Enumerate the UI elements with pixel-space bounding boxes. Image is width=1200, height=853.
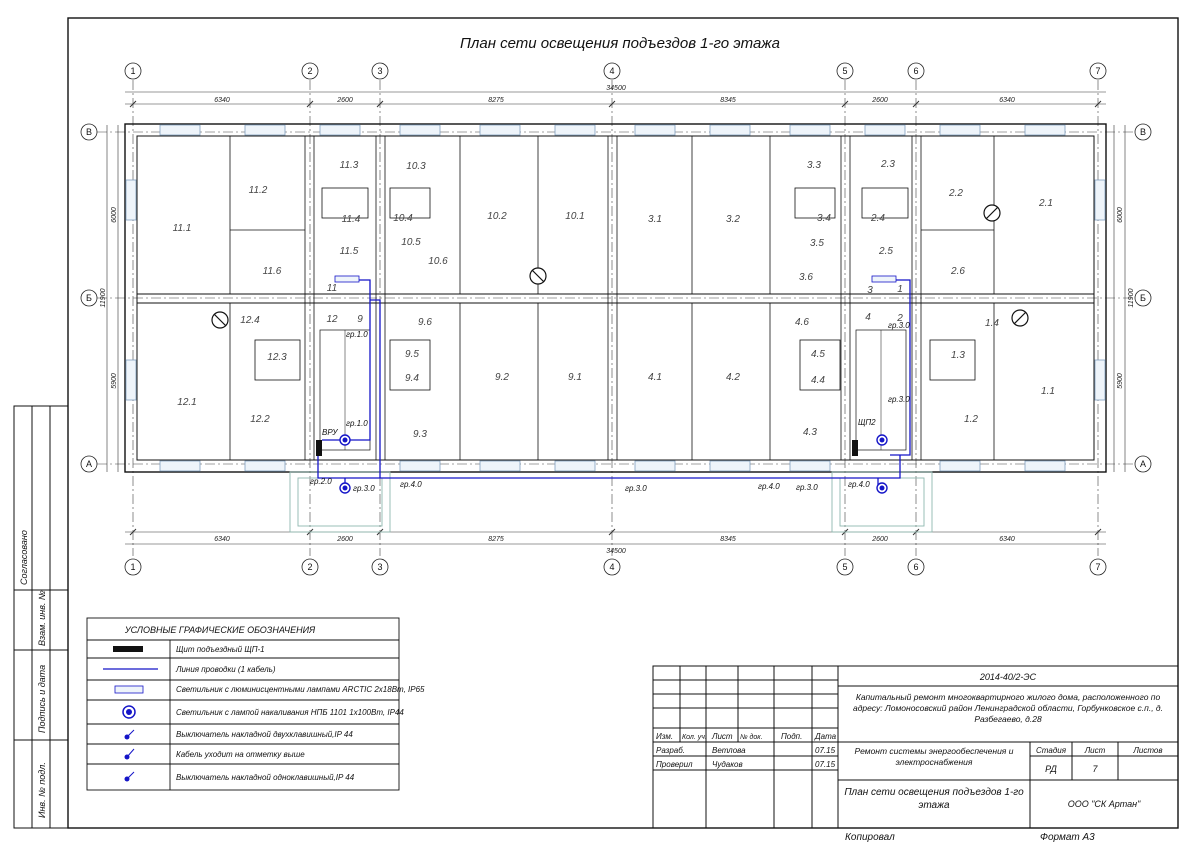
room-label: 3.2 (726, 214, 740, 225)
dim-top: 6340 (214, 97, 230, 104)
axis-label-top: 6 (913, 66, 919, 76)
plan-title: План сети освещения подъездов 1-го этажа (460, 35, 780, 52)
dim-bottom: 6340 (214, 536, 230, 543)
axis-label-bottom: 7 (1095, 562, 1101, 572)
dim-bottom: 8275 (488, 536, 504, 543)
circuit-label: гр.3.0 (625, 484, 647, 493)
axis-label-left: Б (86, 293, 92, 303)
sign-date: 07.15 (815, 760, 836, 769)
legend-item: Светильник с лампой накаливания НПБ 1101 1x100Вт, IP44 (176, 708, 404, 717)
section-title: Ремонт системы энергообеспечения и электроснабжения (854, 746, 1014, 767)
room-label: 4.4 (811, 375, 825, 386)
room-label: 9.2 (495, 372, 509, 383)
room-label: 11.4 (341, 214, 361, 225)
person-name: Чудаков (712, 760, 743, 769)
axis-label-bottom: 6 (913, 562, 919, 572)
room-label: 4.5 (811, 349, 825, 360)
axis-label-top: 7 (1095, 66, 1101, 76)
copied-label: Копировал (845, 832, 895, 843)
dim-bottom: 8345 (720, 536, 736, 543)
room-label: 9 (357, 314, 363, 325)
role-label: Разраб. (656, 746, 685, 755)
dim-side-total: 11900 (1128, 288, 1135, 308)
circuit-label: гр.4.0 (758, 482, 780, 491)
axis-label-bottom: 2 (307, 562, 313, 572)
room-label: 9.5 (405, 349, 419, 360)
room-label: 10.3 (406, 161, 426, 172)
room-label: 11.6 (262, 266, 282, 277)
room-label: 10.4 (393, 213, 413, 224)
axis-label-top: 3 (377, 66, 383, 76)
format-label: Формат А3 (1040, 832, 1095, 843)
room-label: 9.3 (413, 429, 427, 440)
sign-date: 07.15 (815, 746, 836, 755)
room-label: 4.1 (648, 372, 662, 383)
axis-label-top: 5 (842, 66, 848, 76)
axis-label-top: 1 (130, 66, 136, 76)
dim-bottom: 2600 (872, 536, 888, 543)
dim-top: 8275 (488, 97, 504, 104)
stage-value: РД (1045, 764, 1057, 774)
room-label: 3.5 (810, 238, 824, 249)
circuit-label: гр.2.0 (310, 477, 332, 486)
person-name: Ветлова (712, 746, 746, 755)
axis-label-left: А (85, 459, 93, 469)
dim-side: 6000 (1117, 207, 1124, 223)
dim-side-total: 11900 (100, 288, 107, 308)
axis-bubbles-top (125, 63, 1106, 79)
room-label: 2.4 (871, 213, 885, 224)
column-header: Изм. (656, 732, 674, 741)
circuit-label: гр.3.0 (888, 321, 910, 330)
room-label: 2 (897, 313, 903, 324)
column-header: Подп. (781, 732, 803, 741)
dim-side: 6000 (111, 207, 118, 223)
dim-top: 6340 (999, 97, 1015, 104)
room-label: 1 (897, 284, 903, 295)
legend-item: Щит подъездный ЩП-1 (176, 645, 265, 654)
sheet-title: План сети освещения подъездов 1-го этажа (844, 787, 1024, 811)
room-label: 4.3 (803, 427, 817, 438)
room-label: 3.1 (648, 214, 662, 225)
circuit-label: гр.1.0 (346, 330, 368, 339)
room-label: 4.2 (726, 372, 740, 383)
panel-label: ВРУ (322, 428, 338, 437)
dim-total-top: 34500 (606, 85, 626, 92)
dim-top: 2600 (337, 97, 353, 104)
room-label: 9.4 (405, 373, 419, 384)
axis-label-bottom: 3 (377, 562, 383, 572)
legend-item: Выключатель накладной двухклавишный,IP 44 (176, 730, 353, 739)
project-description: Капитальный ремонт многоквартирного жилого дома, расположенного по адресу: Ломоносовский район Ленинградской области, Горбунковское с.п., д. Разбегаево, д.28 (853, 692, 1163, 724)
legend-item: Светильник с люминисцентными лампами ARCTIC 2x18Вт, IP65 (176, 685, 425, 694)
column-header: Лист (712, 732, 733, 741)
fan-symbols (212, 205, 1028, 328)
dim-side: 5900 (1117, 373, 1124, 389)
room-label: 11.5 (339, 246, 359, 257)
side-stamp-label: Согласовано (19, 530, 29, 585)
circuit-label: гр.4.0 (848, 480, 870, 489)
axis-label-bottom: 4 (609, 562, 615, 572)
entrance-porches (290, 472, 932, 532)
sheet-number: 7 (1092, 764, 1098, 774)
axis-label-bottom: 5 (842, 562, 848, 572)
circuit-label: гр.3.0 (353, 484, 375, 493)
room-label: 10.6 (428, 256, 448, 267)
room-label: 3 (867, 285, 873, 296)
legend-title: УСЛОВНЫЕ ГРАФИЧЕСКИЕ ОБОЗНАЧЕНИЯ (124, 625, 316, 635)
room-label: 2.2 (949, 188, 963, 199)
room-label: 11 (326, 283, 338, 294)
role-label: Проверил (656, 760, 693, 769)
circuit-label: гр.4.0 (400, 480, 422, 489)
room-label: 2.6 (951, 266, 965, 277)
lamp-center (343, 438, 348, 443)
room-label: 1.2 (964, 414, 978, 425)
room-label: 12 (326, 314, 338, 325)
room-label: 1.3 (951, 350, 965, 361)
room-label: 12.4 (240, 315, 260, 326)
sheets-label: Листов (1133, 746, 1163, 755)
axis-label-right: В (1139, 127, 1147, 137)
room-label: 12.3 (267, 352, 287, 363)
circuit-label: гр.1.0 (346, 419, 368, 428)
room-label: 2.5 (879, 246, 893, 257)
room-label: 10.2 (487, 211, 507, 222)
room-label: 12.2 (250, 414, 270, 425)
dim-bottom: 6340 (999, 536, 1015, 543)
room-label: 12.1 (177, 397, 197, 408)
axis-label-bottom: 1 (130, 562, 136, 572)
lamp-center (880, 438, 885, 443)
room-label: 2.1 (1039, 198, 1053, 209)
room-label: 3.3 (807, 160, 821, 171)
lamp-center (343, 486, 348, 491)
axis-label-top: 2 (307, 66, 313, 76)
column-header: Дата (815, 732, 837, 741)
room-label: 9.6 (418, 317, 432, 328)
room-label: 11.2 (248, 185, 268, 196)
room-label: 10.5 (401, 237, 421, 248)
legend-table (87, 618, 399, 790)
dim-side: 5900 (111, 373, 118, 389)
legend-symbols (103, 646, 158, 782)
sheet-label: Лист (1084, 746, 1106, 755)
lamp-center (880, 486, 885, 491)
room-label: 2.3 (881, 159, 895, 170)
room-label: 3.6 (799, 272, 813, 283)
room-label: 11.3 (339, 160, 359, 171)
dim-top: 8345 (720, 97, 736, 104)
circuit-label: гр.3.0 (796, 483, 818, 492)
room-label: 3.4 (817, 213, 831, 224)
axis-label-left: В (85, 127, 93, 137)
room-label: 1.1 (1041, 386, 1055, 397)
room-label: 11.1 (172, 223, 192, 234)
axis-label-right: Б (1140, 293, 1146, 303)
room-label: 1.4 (985, 318, 999, 329)
room-label: 9.1 (568, 372, 582, 383)
side-stamp-label: Взам. инв. № (37, 590, 47, 646)
axis-bubbles-bottom (125, 559, 1106, 575)
stage-label: Стадия (1036, 746, 1066, 755)
side-stamp-label: Инв. № подл. (37, 762, 47, 818)
dim-top: 2600 (872, 97, 888, 104)
room-label: 4 (865, 312, 871, 323)
axis-label-right: А (1139, 459, 1147, 469)
dim-bottom: 2600 (337, 536, 353, 543)
company-name: ООО "СК Артан" (1067, 799, 1141, 809)
column-header: Кол. уч. (682, 734, 707, 741)
column-header: № док. (740, 734, 763, 741)
wiring-panels (316, 440, 858, 456)
room-label: 10.1 (565, 211, 585, 222)
project-code: 2014-40/2-ЭС (979, 672, 1037, 682)
circuit-label: гр.3.0 (888, 395, 910, 404)
legend-item: Выключатель накладной одноклавишный,IP 44 (176, 773, 355, 782)
dim-total-bottom: 34500 (606, 548, 626, 555)
legend-item: Линия проводки (1 кабель) (176, 665, 276, 674)
panel-label: ЩП2 (858, 418, 876, 427)
side-stamp-label: Подпись и дата (37, 664, 47, 733)
axis-label-top: 4 (609, 66, 615, 76)
legend-item: Кабель уходит на отметку выше (176, 750, 305, 759)
room-label: 4.6 (795, 317, 809, 328)
